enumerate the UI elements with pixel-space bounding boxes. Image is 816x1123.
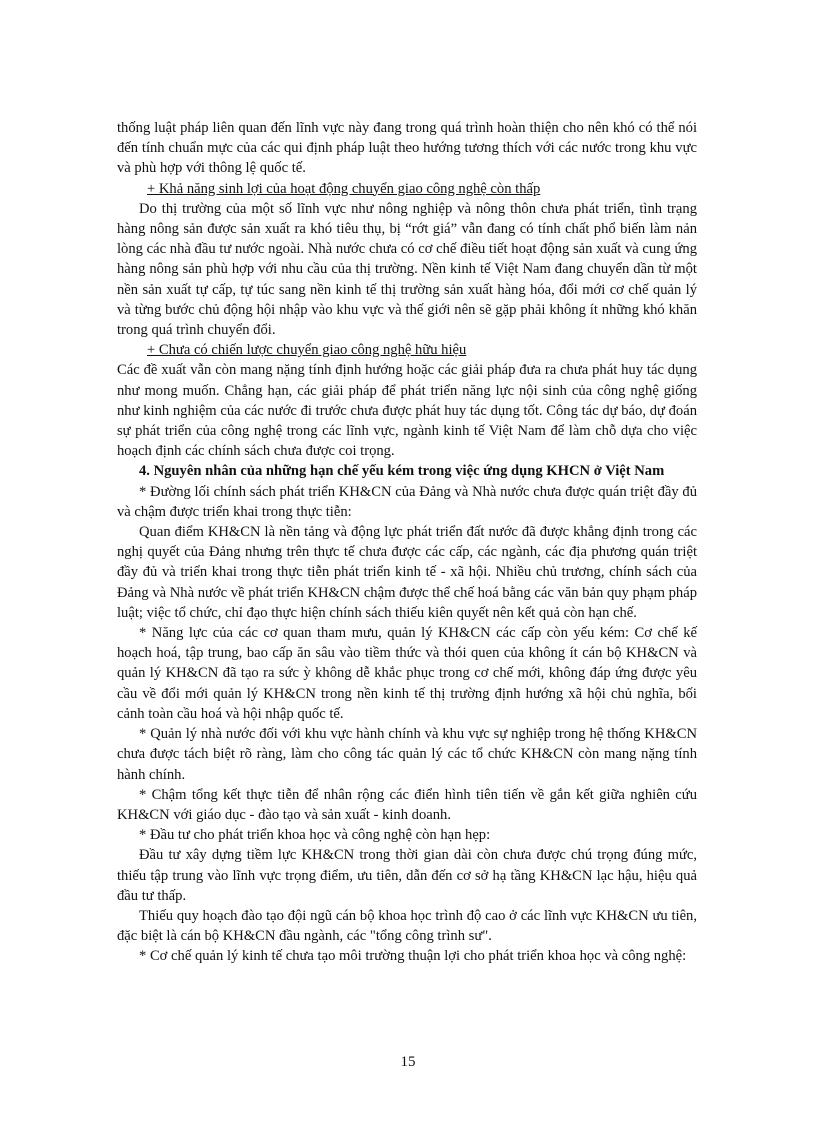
paragraph: * Năng lực của các cơ quan tham mưu, quản lý KH&CN các cấp còn yếu kém: Cơ chế kế hoạch hoá, tập trung, bao cấp ăn sâu vào tiềm thức và thói quen của không ít cán bộ KH&CN và quản lý KH&CN đã tạo ra sức ỳ không dễ khắc phục trong cơ chế mới, không đáp ứng được yêu cầu về đổi mới quản lý KH&CN trong nền kinh tế thị trường định hướng xã hội chủ nghĩa, bối cảnh toàn cầu hoá và hội nhập quốc tế. bbox=[117, 625, 697, 722]
page-number: 15 bbox=[400, 1054, 416, 1070]
paragraph: * Đầu tư cho phát triển khoa học và công nghệ còn hạn hẹp: bbox=[139, 827, 491, 844]
paragraph: * Cơ chế quản lý kinh tế chưa tạo môi trường thuận lợi cho phát triển khoa học và công nghệ: bbox=[139, 948, 687, 965]
document-page bbox=[117, 118, 697, 967]
paragraph: * Quản lý nhà nước đối với khu vực hành chính và khu vực sự nghiệp trong hệ thống KH&CN chưa được tách biệt rõ ràng, làm cho công tác quản lý các tổ chức KH&CN còn mang nặng tính hành chính. bbox=[117, 726, 697, 783]
paragraph: Các đề xuất vẫn còn mang nặng tính định hướng hoặc các giải pháp đưa ra chưa phát huy tác dụng như mong muốn. Chẳng hạn, các giải pháp để phát triển năng lực nội sinh của công nghệ giống như kinh nghiệm của các nước đi trước chưa được phát huy tác dụng tốt. Công tác dự báo, dự đoán sự phát triển của công nghệ trong các lĩnh vực, ngành kinh tế Việt Nam để làm chỗ dựa cho việc hoạch định các chính sách chưa được coi trọng. bbox=[117, 362, 697, 460]
paragraph: * Đường lối chính sách phát triển KH&CN của Đảng và Nhà nước chưa được quán triệt đầy đủ và chậm được triển khai trong thực tiễn: bbox=[117, 483, 697, 520]
paragraph: Quan điểm KH&CN là nền tảng và động lực phát triển đất nước đã được khẳng định trong các nghị quyết của Đảng nhưng trên thực tế chưa được các cấp, các ngành, các địa phương quán triệt đầy đủ và triển khai trong thực tiễn phát triển kinh tế - xã hội. Nhiều chủ trương, chính sách của Đảng và Nhà nước về phát triển KH&CN chậm được thể chế hoá bằng các văn bản quy phạm pháp luật; việc tổ chức, chỉ đạo thực hiện chính sách thiếu kiên quyết nên kết quả còn hạn chế. bbox=[117, 524, 697, 621]
paragraph: Đầu tư xây dựng tiềm lực KH&CN trong thời gian dài còn chưa được chú trọng đúng mức, thiếu tập trung vào lĩnh vực trọng điểm, ưu tiên, dẫn đến cơ sở hạ tầng KH&CN lạc hậu, hiệu quả đầu tư thấp. bbox=[117, 847, 697, 904]
paragraph: thống luật pháp liên quan đến lĩnh vực này đang trong quá trình hoàn thiện cho nên khó có thể nói đến tính chuẩn mực của các qui định pháp luật theo hướng tương thích với các nước trong khu vực và phù hợp với thông lệ quốc tế. bbox=[117, 120, 697, 177]
subheading: + Chưa có chiến lược chuyển giao công nghệ hữu hiệu bbox=[147, 342, 467, 359]
section-title: 4. Nguyên nhân của những hạn chế yếu kém trong việc ứng dụng KHCN ở Việt Nam bbox=[139, 463, 665, 480]
subheading: + Khả năng sinh lợi của hoạt động chuyển giao công nghệ còn thấp bbox=[147, 180, 541, 197]
paragraph: Thiếu quy hoạch đào tạo đội ngũ cán bộ khoa học trình độ cao ở các lĩnh vực KH&CN ưu tiên, đặc biệt là cán bộ KH&CN đầu ngành, các "tổng công trình sư". bbox=[117, 907, 697, 945]
paragraph: * Chậm tổng kết thực tiễn để nhân rộng các điển hình tiên tiến về gắn kết giữa nghiên cứu KH&CN với giáo dục - đào tạo và sản xuất - kinh doanh. bbox=[117, 786, 697, 823]
paragraph: Do thị trường của một số lĩnh vực như nông nghiệp và nông thôn chưa phát triển, tình trạng hàng nông sản được sản xuất ra khó tiêu thụ, bị “rớt giá” vẫn đang có tính chất phổ biến làm nản lòng các nhà đầu tư nước ngoài. Nhà nước chưa có cơ chế điều tiết hoạt động sản xuất và cung ứng hàng nông sản phù hợp với nhu cầu của thị trường. Nền kinh tế Việt Nam đang chuyển dần từ một nền sản xuất tự cấp, tự túc sang nền kinh tế thị trường sản xuất hàng hóa, đổi mới cơ chế quản lý và từng bước chủ động hội nhập vào khu vực và thế giới nên sẽ gặp phải không ít những khó khăn trong quá trình chuyển đổi. bbox=[117, 200, 697, 339]
